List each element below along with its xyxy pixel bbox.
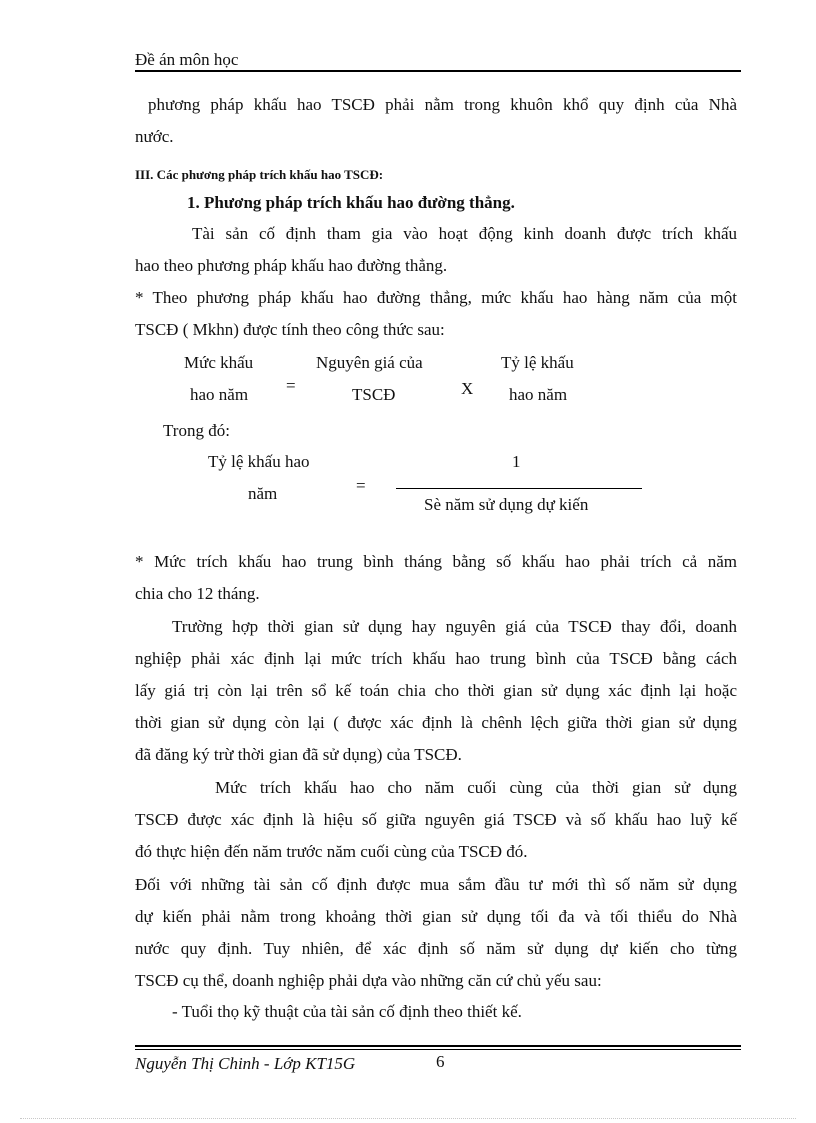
para3-line-2: chia cho 12 tháng.	[135, 584, 260, 603]
para6-line-4: TSCĐ cụ thể, doanh nghiệp phải dựa vào những căn cứ chủ yếu sau:	[135, 971, 602, 990]
where-label: Trong đó:	[163, 421, 230, 440]
formula1-lhs-bottom: hao năm	[190, 385, 249, 404]
para4-line-1: Trường hợp thời gian sử dụng hay nguyên giá của TSCĐ thay đổi, doanh	[172, 617, 737, 636]
formula1-rhs-bottom: hao năm	[509, 385, 568, 404]
formula2-denominator: Sè năm sử dụng dự kiến	[424, 495, 589, 514]
footer-rule-top	[135, 1045, 741, 1047]
document-header-title: Đề án môn học	[135, 50, 239, 69]
para6-line-1: Đối với những tài sản cố định được mua sắm đầu tư mới thì số năm sử dụng	[135, 875, 737, 894]
footer-rule-bottom	[135, 1049, 741, 1050]
footer-author: Nguyễn Thị Chinh - Lớp KT15G	[135, 1054, 356, 1073]
subsection-heading: 1. Phương pháp trích khấu hao đường thẳng.	[187, 193, 515, 212]
para4-line-2: nghiệp phải xác định lại mức trích khấu hao trung bình của TSCĐ bằng cách	[135, 649, 737, 668]
para4-line-3: lấy giá trị còn lại trên sổ kế toán chia cho thời gian sử dụng xác định lại hoặc	[135, 681, 737, 700]
formula1-mid-bottom: TSCĐ	[352, 385, 396, 404]
para5-line-2: TSCĐ được xác định là hiệu số giữa nguyên giá TSCĐ và số khấu hao luỹ kế	[135, 810, 737, 829]
para1-line-2: hao theo phương pháp khấu hao đường thẳng.	[135, 256, 448, 275]
page-edge-dots	[20, 1118, 796, 1119]
bullet-item-1: - Tuổi thọ kỹ thuật của tài sản cố định theo thiết kế.	[172, 1002, 522, 1021]
formula2-equals: =	[356, 476, 366, 495]
formula2-lhs-top: Tỷ lệ khấu hao	[208, 452, 310, 471]
para2-line-1: * Theo phương pháp khấu hao đường thẳng, mức khấu hao hàng năm của một	[135, 288, 737, 307]
intro-line-2: nước.	[135, 127, 174, 146]
formula1-times: X	[461, 379, 474, 398]
formula1-mid-top: Nguyên giá của	[316, 353, 423, 372]
formula1-rhs-top: Tỷ lệ khấu	[501, 353, 574, 372]
fraction-bar	[396, 488, 642, 489]
section-heading: III. Các phương pháp trích khấu hao TSCĐ:	[135, 167, 384, 182]
formula1-equals: =	[286, 376, 296, 395]
page-number: 6	[436, 1052, 445, 1071]
intro-line-1: phương pháp khấu hao TSCĐ phải nằm trong khuôn khổ quy định của Nhà	[148, 95, 737, 114]
para4-line-4: thời gian sử dụng còn lại ( được xác định là chênh lệch giữa thời gian sử dụng	[135, 713, 737, 732]
para3-line-1: * Mức trích khấu hao trung bình tháng bằng số khấu hao phải trích cả năm	[135, 552, 737, 571]
formula2-numerator: 1	[512, 452, 521, 471]
para2-line-2: TSCĐ ( Mkhn) được tính theo công thức sau:	[135, 320, 445, 339]
para6-line-2: dự kiến phải nằm trong khoảng thời gian sử dụng tối đa và tối thiểu do Nhà	[135, 907, 737, 926]
para5-line-1: Mức trích khấu hao cho năm cuối cùng của thời gian sử dụng	[215, 778, 737, 797]
header-rule	[135, 70, 741, 72]
para5-line-3: đó thực hiện đến năm trước năm cuối cùng của TSCĐ đó.	[135, 842, 528, 861]
formula2-lhs-bottom: năm	[248, 484, 278, 503]
formula1-lhs-top: Mức khấu	[184, 353, 254, 372]
para1-line-1: Tài sản cố định tham gia vào hoạt động kinh doanh được trích khấu	[192, 224, 737, 243]
para4-line-5: đã đăng ký trừ thời gian đã sử dụng) của TSCĐ.	[135, 745, 462, 764]
para6-line-3: nước quy định. Tuy nhiên, để xác định số năm sử dụng dự kiến cho từng	[135, 939, 737, 958]
